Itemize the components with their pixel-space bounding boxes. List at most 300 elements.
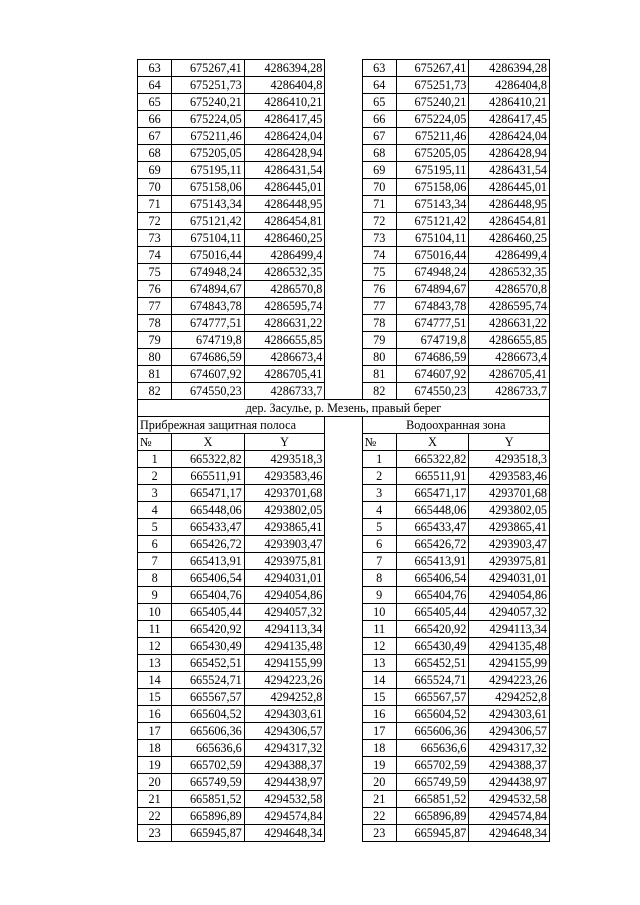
x-coordinate: 665322,82 [172,451,245,468]
y-coordinate: 4286448,95 [244,196,325,213]
x-coordinate: 665413,91 [172,553,245,570]
point-number: 13 [362,655,396,672]
table-row [138,230,550,247]
y-coordinate: 4286394,28 [244,60,325,77]
y-coordinate: 4286410,21 [469,94,550,111]
y-coordinate: 4294303,61 [244,706,325,723]
point-number: 15 [138,689,172,706]
x-coordinate: 675205,05 [172,145,245,162]
point-number: 21 [138,791,172,808]
point-number: 77 [138,298,172,315]
y-coordinate: 4294155,99 [244,655,325,672]
point-number: 14 [362,672,396,689]
x-coordinate: 665749,59 [172,774,245,791]
point-number: 19 [362,757,396,774]
y-coordinate: 4286499,4 [469,247,550,264]
point-number: 1 [362,451,396,468]
point-number: 13 [138,655,172,672]
table-row [138,77,550,94]
x-coordinate: 665945,87 [172,825,245,842]
table-row [138,519,550,536]
x-coordinate: 674777,51 [396,315,469,332]
table-row [138,553,550,570]
table-row [138,247,550,264]
x-coordinate: 674686,59 [396,349,469,366]
x-coordinate: 675143,34 [172,196,245,213]
x-coordinate: 665945,87 [396,825,469,842]
table-row [138,366,550,383]
point-number: 70 [138,179,172,196]
y-coordinate: 4286404,8 [244,77,325,94]
y-coordinate: 4293701,68 [469,485,550,502]
x-coordinate: 675211,46 [396,128,469,145]
point-number: 82 [138,383,172,400]
x-coordinate: 665322,82 [396,451,469,468]
y-coordinate: 4286631,22 [469,315,550,332]
point-number: 79 [138,332,172,349]
y-coordinate: 4294303,61 [469,706,550,723]
y-coordinate: 4293802,05 [469,502,550,519]
point-number: 74 [362,247,396,264]
point-number: 16 [138,706,172,723]
x-coordinate: 665405,44 [396,604,469,621]
point-number: 72 [138,213,172,230]
y-coordinate: 4293975,81 [244,553,325,570]
y-coordinate: 4286428,94 [469,145,550,162]
table-row [138,383,550,400]
x-coordinate: 674894,67 [172,281,245,298]
y-coordinate: 4286631,22 [244,315,325,332]
point-number: 80 [362,349,396,366]
x-coordinate: 665702,59 [172,757,245,774]
point-number: 7 [138,553,172,570]
table-row [138,587,550,604]
section-title: дер. Засулье, р. Мезень, правый берег [138,400,550,417]
point-number: 1 [138,451,172,468]
point-number: 64 [362,77,396,94]
table-row [138,689,550,706]
point-number: 5 [362,519,396,536]
coordinates-table [137,59,550,842]
x-coordinate: 674948,24 [172,264,245,281]
y-coordinate: 4286454,81 [244,213,325,230]
y-coordinate: 4286404,8 [469,77,550,94]
y-coordinate: 4286428,94 [244,145,325,162]
y-coordinate: 4286705,41 [244,366,325,383]
point-number: 18 [362,740,396,757]
point-number: 63 [138,60,172,77]
x-coordinate: 674686,59 [172,349,245,366]
point-number: 71 [362,196,396,213]
y-coordinate: 4294306,57 [469,723,550,740]
x-coordinate: 674550,23 [172,383,245,400]
y-coordinate: 4294317,32 [244,740,325,757]
y-coordinate: 4286445,01 [244,179,325,196]
y-coordinate: 4286424,04 [244,128,325,145]
table-row [138,774,550,791]
point-number: 9 [362,587,396,604]
point-number: 11 [362,621,396,638]
table-row [138,332,550,349]
table-row [138,706,550,723]
point-number: 67 [138,128,172,145]
point-number: 66 [362,111,396,128]
point-number: 67 [362,128,396,145]
point-number: 23 [138,825,172,842]
x-coordinate: 665448,06 [172,502,245,519]
point-number: 72 [362,213,396,230]
x-coordinate: 675240,21 [172,94,245,111]
y-coordinate: 4286410,21 [244,94,325,111]
x-coordinate: 665426,72 [172,536,245,553]
header-x-right: X [396,434,469,451]
table-row [138,128,550,145]
table-row [138,825,550,842]
x-coordinate: 675016,44 [172,247,245,264]
x-coordinate: 675016,44 [396,247,469,264]
point-number: 68 [138,145,172,162]
y-coordinate: 4293865,41 [469,519,550,536]
y-coordinate: 4286570,8 [244,281,325,298]
point-number: 65 [138,94,172,111]
right-zone-title: Водоохранная зона [362,417,549,434]
table-row [138,298,550,315]
x-coordinate: 665471,17 [172,485,245,502]
x-coordinate: 665636,6 [396,740,469,757]
table-row [138,604,550,621]
y-coordinate: 4293802,05 [244,502,325,519]
x-coordinate: 675240,21 [396,94,469,111]
point-number: 79 [362,332,396,349]
point-number: 68 [362,145,396,162]
x-coordinate: 665511,91 [396,468,469,485]
y-coordinate: 4294532,58 [469,791,550,808]
y-coordinate: 4286570,8 [469,281,550,298]
x-coordinate: 665851,52 [172,791,245,808]
table-row [138,621,550,638]
table-row [138,485,550,502]
point-number: 12 [362,638,396,655]
x-coordinate: 665702,59 [396,757,469,774]
point-number: 82 [362,383,396,400]
point-number: 65 [362,94,396,111]
point-number: 16 [362,706,396,723]
y-coordinate: 4286532,35 [244,264,325,281]
y-coordinate: 4286394,28 [469,60,550,77]
x-coordinate: 675121,42 [396,213,469,230]
x-coordinate: 665896,89 [396,808,469,825]
table-row [138,723,550,740]
x-coordinate: 675267,41 [396,60,469,77]
y-coordinate: 4294438,97 [244,774,325,791]
x-coordinate: 665604,52 [172,706,245,723]
x-coordinate: 665524,71 [396,672,469,689]
point-number: 78 [138,315,172,332]
y-coordinate: 4294438,97 [469,774,550,791]
y-coordinate: 4294057,32 [469,604,550,621]
point-number: 8 [362,570,396,587]
point-number: 22 [362,808,396,825]
table-row [138,264,550,281]
x-coordinate: 674777,51 [172,315,245,332]
y-coordinate: 4286417,45 [469,111,550,128]
point-number: 5 [138,519,172,536]
point-number: 70 [362,179,396,196]
x-coordinate: 674607,92 [396,366,469,383]
table-row [138,94,550,111]
table-row [138,349,550,366]
y-coordinate: 4294223,26 [244,672,325,689]
y-coordinate: 4286460,25 [244,230,325,247]
x-coordinate: 665413,91 [396,553,469,570]
bottom-rows [138,451,550,842]
x-coordinate: 675224,05 [172,111,245,128]
point-number: 69 [138,162,172,179]
point-number: 77 [362,298,396,315]
point-number: 10 [362,604,396,621]
y-coordinate: 4294648,34 [244,825,325,842]
x-coordinate: 665567,57 [396,689,469,706]
table-row [138,570,550,587]
header-num-right: № [362,434,396,451]
x-coordinate: 665404,76 [396,587,469,604]
x-coordinate: 665896,89 [172,808,245,825]
x-coordinate: 665430,49 [172,638,245,655]
x-coordinate: 665604,52 [396,706,469,723]
header-num-left: № [138,434,172,451]
y-coordinate: 4286454,81 [469,213,550,230]
point-number: 3 [362,485,396,502]
y-coordinate: 4286655,85 [244,332,325,349]
y-coordinate: 4294054,86 [469,587,550,604]
table-row [138,672,550,689]
x-coordinate: 675158,06 [172,179,245,196]
y-coordinate: 4294057,32 [244,604,325,621]
y-coordinate: 4286655,85 [469,332,550,349]
point-number: 20 [362,774,396,791]
point-number: 2 [362,468,396,485]
y-coordinate: 4293975,81 [469,553,550,570]
x-coordinate: 665420,92 [396,621,469,638]
table-row [138,468,550,485]
point-number: 69 [362,162,396,179]
y-coordinate: 4286448,95 [469,196,550,213]
column-headers [138,434,550,451]
table-row [138,502,550,519]
x-coordinate: 674894,67 [396,281,469,298]
point-number: 76 [362,281,396,298]
point-number: 12 [138,638,172,655]
y-coordinate: 4286431,54 [469,162,550,179]
point-number: 20 [138,774,172,791]
left-zone-title: Прибрежная защитная полоса [138,417,325,434]
y-coordinate: 4294135,48 [469,638,550,655]
x-coordinate: 675267,41 [172,60,245,77]
y-coordinate: 4293583,46 [244,468,325,485]
y-coordinate: 4294135,48 [244,638,325,655]
x-coordinate: 665406,54 [172,570,245,587]
point-number: 78 [362,315,396,332]
x-coordinate: 665452,51 [396,655,469,672]
table-row [138,740,550,757]
x-coordinate: 675251,73 [172,77,245,94]
y-coordinate: 4294054,86 [244,587,325,604]
table-row [138,536,550,553]
point-number: 75 [362,264,396,281]
point-number: 7 [362,553,396,570]
x-coordinate: 665851,52 [396,791,469,808]
point-number: 71 [138,196,172,213]
x-coordinate: 674607,92 [172,366,245,383]
y-coordinate: 4286673,4 [244,349,325,366]
y-coordinate: 4294252,8 [469,689,550,706]
y-coordinate: 4286445,01 [469,179,550,196]
x-coordinate: 675211,46 [172,128,245,145]
point-number: 21 [362,791,396,808]
top-rows [138,60,550,400]
y-coordinate: 4286673,4 [469,349,550,366]
x-coordinate: 665606,36 [396,723,469,740]
y-coordinate: 4294155,99 [469,655,550,672]
x-coordinate: 665433,47 [396,519,469,536]
table-row [138,213,550,230]
table-row [138,281,550,298]
y-coordinate: 4286595,74 [469,298,550,315]
y-coordinate: 4294648,34 [469,825,550,842]
x-coordinate: 674843,78 [172,298,245,315]
y-coordinate: 4294113,34 [469,621,550,638]
point-number: 63 [362,60,396,77]
point-number: 17 [362,723,396,740]
x-coordinate: 675195,11 [172,162,245,179]
x-coordinate: 675104,11 [396,230,469,247]
point-number: 75 [138,264,172,281]
point-number: 6 [138,536,172,553]
point-number: 19 [138,757,172,774]
point-number: 64 [138,77,172,94]
table-row [138,162,550,179]
x-coordinate: 665567,57 [172,689,245,706]
y-coordinate: 4286431,54 [244,162,325,179]
x-coordinate: 674719,8 [172,332,245,349]
point-number: 17 [138,723,172,740]
point-number: 81 [362,366,396,383]
y-coordinate: 4294388,37 [469,757,550,774]
table-row [138,451,550,468]
x-coordinate: 674719,8 [396,332,469,349]
x-coordinate: 665636,6 [172,740,245,757]
x-coordinate: 665406,54 [396,570,469,587]
y-coordinate: 4293518,3 [244,451,325,468]
table-row [138,196,550,213]
point-number: 11 [138,621,172,638]
x-coordinate: 675251,73 [396,77,469,94]
point-number: 23 [362,825,396,842]
y-coordinate: 4293903,47 [244,536,325,553]
y-coordinate: 4293865,41 [244,519,325,536]
section-header [138,400,550,451]
point-number: 80 [138,349,172,366]
point-number: 22 [138,808,172,825]
x-coordinate: 675121,42 [172,213,245,230]
x-coordinate: 665426,72 [396,536,469,553]
y-coordinate: 4293518,3 [469,451,550,468]
y-coordinate: 4286733,7 [244,383,325,400]
point-number: 73 [138,230,172,247]
point-number: 76 [138,281,172,298]
y-coordinate: 4286733,7 [469,383,550,400]
x-coordinate: 665606,36 [172,723,245,740]
y-coordinate: 4294252,8 [244,689,325,706]
x-coordinate: 675224,05 [396,111,469,128]
y-coordinate: 4294113,34 [244,621,325,638]
x-coordinate: 675205,05 [396,145,469,162]
header-y-left: Y [244,434,325,451]
y-coordinate: 4286424,04 [469,128,550,145]
y-coordinate: 4286417,45 [244,111,325,128]
point-number: 4 [138,502,172,519]
point-number: 8 [138,570,172,587]
y-coordinate: 4286499,4 [244,247,325,264]
x-coordinate: 675143,34 [396,196,469,213]
y-coordinate: 4293701,68 [244,485,325,502]
point-number: 81 [138,366,172,383]
point-number: 3 [138,485,172,502]
table-row [138,315,550,332]
table-row [138,808,550,825]
x-coordinate: 665430,49 [396,638,469,655]
point-number: 4 [362,502,396,519]
x-coordinate: 675195,11 [396,162,469,179]
point-number: 74 [138,247,172,264]
table-row [138,638,550,655]
x-coordinate: 665448,06 [396,502,469,519]
table-row [138,179,550,196]
x-coordinate: 675104,11 [172,230,245,247]
x-coordinate: 674550,23 [396,383,469,400]
x-coordinate: 665452,51 [172,655,245,672]
x-coordinate: 665511,91 [172,468,245,485]
y-coordinate: 4294388,37 [244,757,325,774]
table-row [138,145,550,162]
point-number: 14 [138,672,172,689]
point-number: 10 [138,604,172,621]
y-coordinate: 4294532,58 [244,791,325,808]
point-number: 2 [138,468,172,485]
table-row [138,60,550,77]
y-coordinate: 4294574,84 [244,808,325,825]
header-x-left: X [172,434,245,451]
coordinates-document [137,59,550,842]
x-coordinate: 665405,44 [172,604,245,621]
x-coordinate: 674948,24 [396,264,469,281]
y-coordinate: 4286460,25 [469,230,550,247]
x-coordinate: 665420,92 [172,621,245,638]
point-number: 73 [362,230,396,247]
point-number: 18 [138,740,172,757]
x-coordinate: 675158,06 [396,179,469,196]
header-y-right: Y [469,434,550,451]
y-coordinate: 4294223,26 [469,672,550,689]
y-coordinate: 4294317,32 [469,740,550,757]
x-coordinate: 674843,78 [396,298,469,315]
x-coordinate: 665433,47 [172,519,245,536]
table-row [138,791,550,808]
y-coordinate: 4294031,01 [244,570,325,587]
table-row [138,655,550,672]
y-coordinate: 4293903,47 [469,536,550,553]
y-coordinate: 4286532,35 [469,264,550,281]
